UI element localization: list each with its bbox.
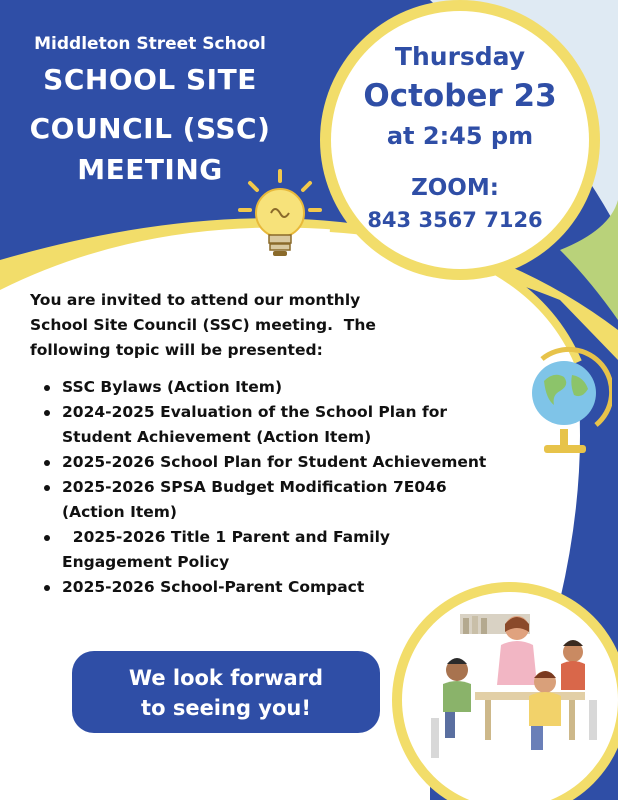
topic-line: 2025-2026 Title 1 Parent and Family <box>62 528 391 546</box>
meeting-title-line-1: SCHOOL SITE <box>43 63 257 96</box>
closing-line-1: We look forward <box>128 666 324 690</box>
list-item <box>30 475 570 525</box>
topic-line: 2025-2026 School Plan for Student Achievement <box>62 453 487 471</box>
meeting-day: Thursday <box>394 42 526 71</box>
topic-line: 2024-2025 Evaluation of the School Plan for <box>62 403 448 421</box>
zoom-meeting-id: 843 3567 7126 <box>367 208 543 232</box>
meeting-title-line-3: MEETING <box>77 153 223 186</box>
closing-message-box <box>72 651 380 733</box>
meeting-platform: ZOOM: <box>411 175 499 201</box>
list-item <box>30 375 570 400</box>
topic-line: 2025-2026 School-Parent Compact <box>62 578 365 596</box>
closing-line-2: to seeing you! <box>141 696 311 720</box>
topic-line: (Action Item) <box>62 503 177 521</box>
invitation-line: You are invited to attend our monthly <box>30 291 361 309</box>
topic-line: Engagement Policy <box>62 553 230 571</box>
topic-line: SSC Bylaws (Action Item) <box>62 378 283 396</box>
topic-list <box>30 375 570 600</box>
bullet-icon <box>44 460 50 466</box>
school-name: Middleton Street School <box>34 34 266 54</box>
meeting-title-line-2: COUNCIL (SSC) <box>29 112 271 145</box>
topic-line: 2025-2026 SPSA Budget Modification 7E046 <box>62 478 447 496</box>
list-item <box>30 450 570 475</box>
bullet-icon <box>44 535 50 541</box>
meeting-time: at 2:45 pm <box>386 122 534 150</box>
invitation-line: following topic will be presented: <box>30 341 323 359</box>
invitation-line: School Site Council (SSC) meeting. The <box>30 316 376 334</box>
bullet-icon <box>44 385 50 391</box>
bullet-icon <box>44 485 50 491</box>
meeting-date: October 23 <box>363 78 557 114</box>
invitation-text <box>30 288 450 363</box>
bullet-icon <box>44 585 50 591</box>
list-item <box>30 525 570 575</box>
bullet-icon <box>44 410 50 416</box>
classroom-illustration <box>405 600 615 800</box>
topic-line: Student Achievement (Action Item) <box>62 428 372 446</box>
list-item <box>30 575 570 600</box>
list-item <box>30 400 570 450</box>
